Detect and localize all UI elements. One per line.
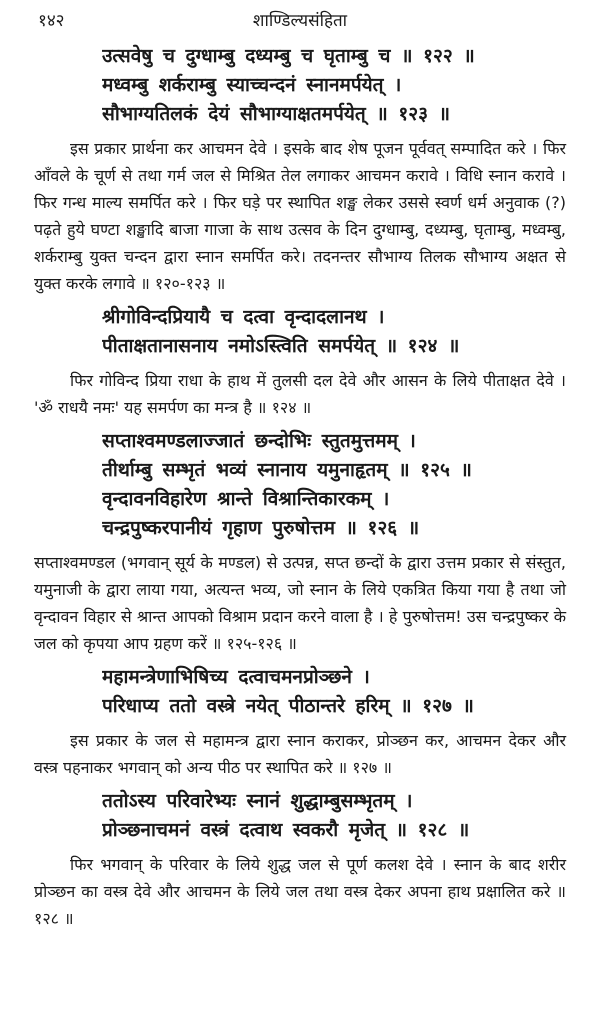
running-header (34, 0, 566, 36)
verse-line: उत्सवेषु च दुग्धाम्बु दध्यम्बु च घृताम्बु च ॥ १२२ ॥ (102, 45, 475, 67)
verse-line: चन्द्रपुष्करपानीयं गृहाण पुरुषोत्तम ॥ १२६ ॥ (102, 517, 420, 539)
verse-line: सौभाग्यतिलकं देयं सौभाग्याक्षतमर्पयेत् ॥ १२३ ॥ (102, 103, 450, 125)
verse-line: तीर्थाम्बु सम्भृतं भव्यं स्नानाय यमुनाहृतम् ॥ १२५ ॥ (102, 459, 472, 481)
commentary-paragraph (34, 367, 566, 421)
verse-line: प्रोञ्छनाचमनं वस्त्रं दत्वाथ स्वकरौ मृजेत् ॥ १२८ ॥ (102, 819, 470, 841)
verse-block-125-126 (34, 427, 566, 543)
commentary-paragraph (34, 851, 566, 932)
verse-line: वृन्दावनविहारेण श्रान्ते विश्रान्तिकारकम् । (102, 488, 390, 510)
commentary-text: फिर भगवान् के परिवार के लिये शुद्ध जल से पूर्ण कलश देवे । स्नान के बाद शरीर प्रोञ्छन का वस्त्र देवे और आचमन के लिये जल तथा वस्त्र देकर अपना हाथ प्रक्षालित करे ॥ १२८ ॥ (34, 855, 566, 928)
verse-block-127 (34, 663, 566, 721)
verse-line: महामन्त्रेणाभिषिच्य दत्वाचमनप्रोञ्छने । (102, 666, 370, 688)
commentary-text: इस प्रकार के जल से महामन्त्र द्वारा स्नान कराकर, प्रोञ्छन कर, आचमन देकर और वस्त्र पहनाकर भगवान् को अन्य पीठ पर स्थापित करे ॥ १२७ ॥ (34, 731, 566, 777)
verse-line: सप्ताश्वमण्डलाज्जातं छन्दोभिः स्तुतमुत्तमम् । (102, 430, 416, 452)
commentary-paragraph (34, 135, 566, 297)
verse-line: ततोऽस्य परिवारेभ्यः स्नानं शुद्धाम्बुसम्भृतम् । (102, 790, 413, 812)
commentary-text: इस प्रकार प्रार्थना कर आचमन देवे । इसके बाद शेष पूजन पूर्ववत् सम्पादित करे । फिर आँवले के चूर्ण से तथा गर्म जल से मिश्रित तेल लगाकर आचमन करावे । विधि स्नान करावे । फिर गन्ध माल्य समर्पित करे । फिर घड़े पर स्थापित शङ्ख लेकर उससे स्वर्ण धर्म अनुवाक (?) पढ़ते हुये घण्टा शङ्खादि बाजा गाजा के साथ उत्सव के दिन दुग्धाम्बु, दध्यम्बु, घृताम्बु, मध्वम्बु, शर्कराम्बु युक्त चन्दन द्वारा स्नान समर्पित करे। तदनन्तर सौभाग्य तिलक सौभाग्य अक्षत से युक्त करके लगावे ॥ १२०-१२३ ॥ (34, 139, 566, 293)
verse-line: परिधाप्य ततो वस्त्रे नयेत् पीठान्तरे हरिम् ॥ १२७ ॥ (102, 695, 474, 717)
verse-block-128 (34, 787, 566, 845)
verse-line: पीताक्षतानासनाय नमोऽस्त्विति समर्पयेत् ॥ १२४ ॥ (102, 335, 460, 357)
book-title: शाण्डिल्यसंहिता (252, 11, 348, 31)
commentary-text: फिर गोविन्द प्रिया राधा के हाथ में तुलसी दल देवे और आसन के लिये पीताक्षत देवे । 'ॐ राधयै नमः' यह समर्पण का मन्त्र है ॥ १२४ ॥ (34, 371, 566, 417)
verse-line: श्रीगोविन्दप्रियायै च दत्वा वृन्दादलानथ । (102, 306, 385, 328)
page-number: १४२ (38, 11, 65, 31)
commentary-paragraph (34, 727, 566, 781)
commentary-paragraph (34, 549, 566, 657)
commentary-text: सप्ताश्वमण्डल (भगवान् सूर्य के मण्डल) से उत्पन्न, सप्त छन्दों के द्वारा उत्तम प्रकार से संस्तुत, यमुनाजी के द्वारा लाया गया, अत्यन्त भव्य, जो स्नान के लिये एकत्रित किया गया है तथा जो वृन्दावन विहार से श्रान्त आपको विश्राम प्रदान करने वाला है । हे पुरुषोत्तम! उस चन्द्रपुष्कर के जल को कृपया आप ग्रहण करें ॥ १२५-१२६ ॥ (34, 553, 566, 653)
verse-block-124 (34, 303, 566, 361)
verse-line: मध्वम्बु शर्कराम्बु स्याच्चन्दनं स्नानमर्पयेत् । (102, 74, 402, 96)
verse-block-122-123 (34, 42, 566, 129)
